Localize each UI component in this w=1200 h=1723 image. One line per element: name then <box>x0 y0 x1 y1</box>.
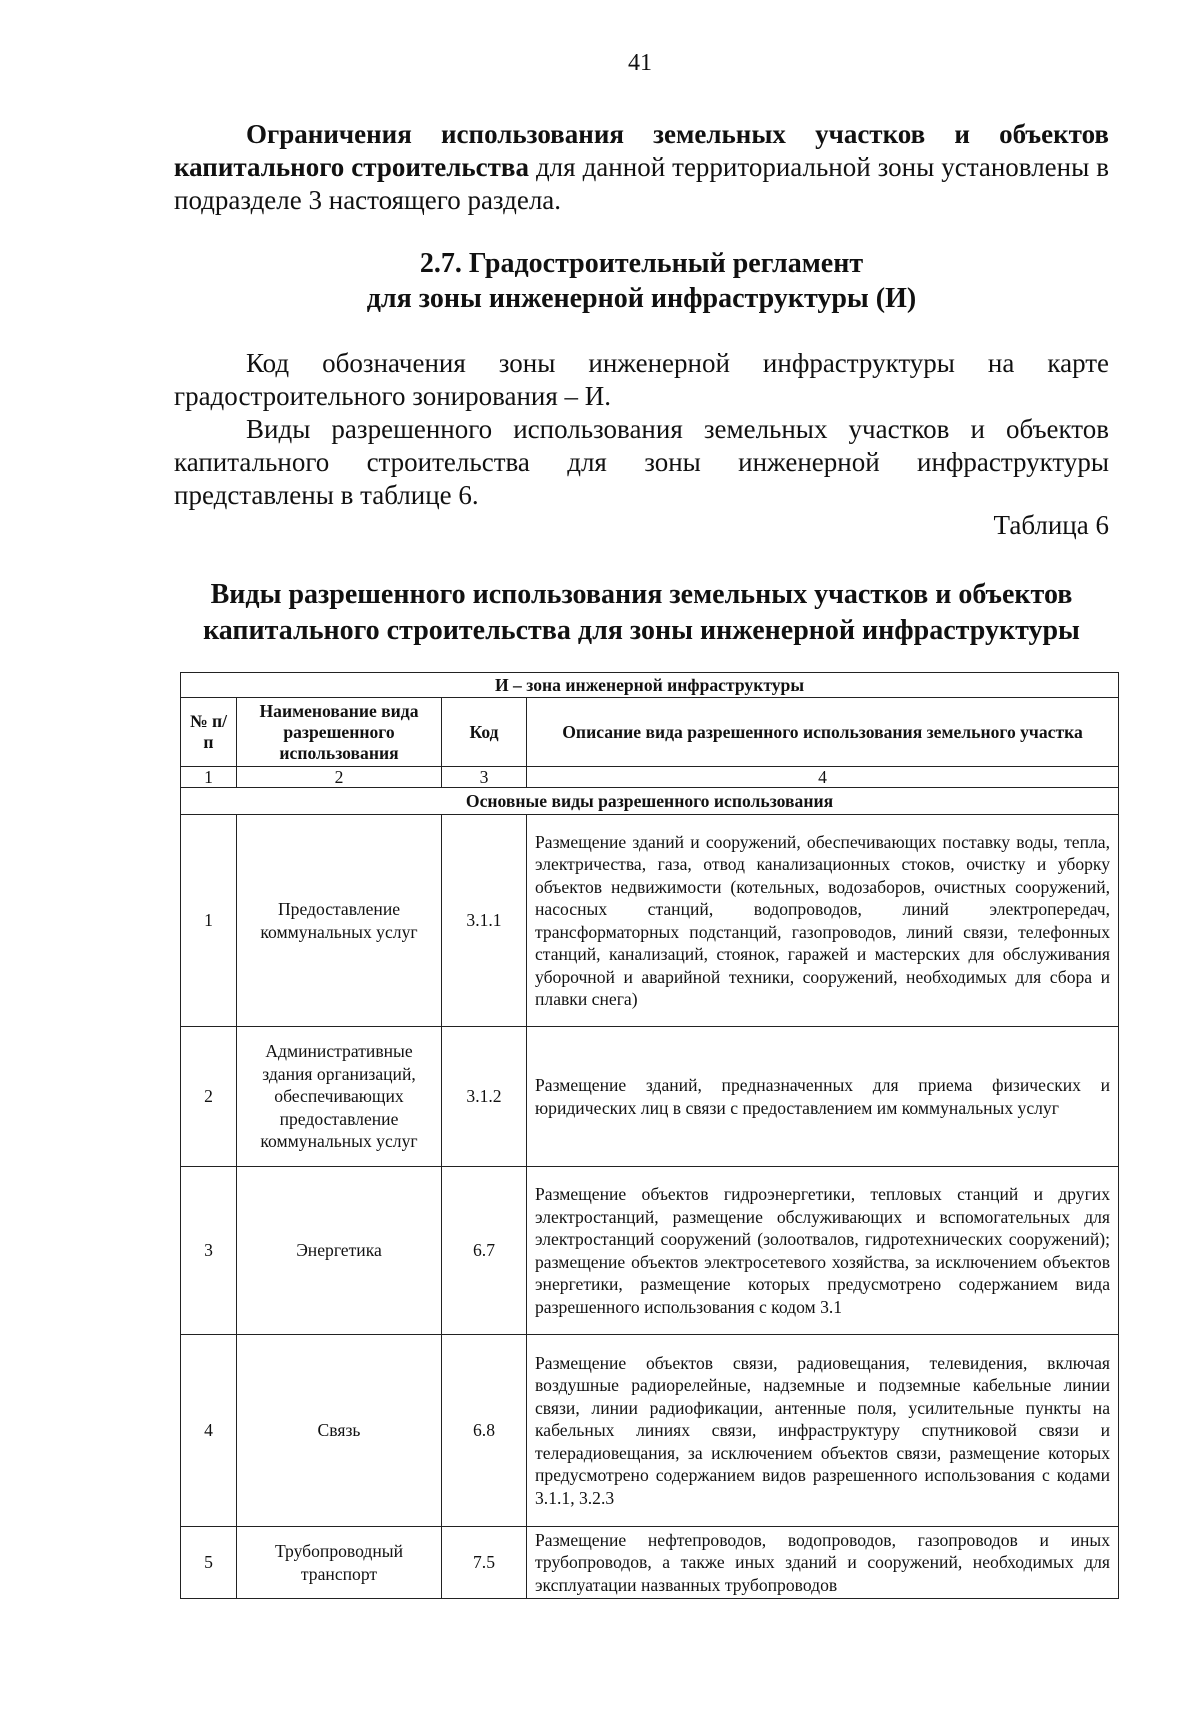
group-header-row <box>181 788 1119 815</box>
table-intro-paragraph: Виды разрешенного использования земельных участков и объектов капитального строительства для зоны инженерной инфраструктуры представлены в таблице 6. <box>174 414 1109 510</box>
group-header: Основные виды разрешенного использования <box>181 788 1119 815</box>
row-name: Энергетика <box>237 1167 442 1335</box>
row-desc: Размещение объектов связи, радиовещания, телевидения, включая воздушные радиорелейные, надземные и подземные кабельные линии связи, линии радиофикации, антенные поля, усилительные пункты на кабельных линиях связи, инфраструктуру спутниковой связи и телерадиовещания, за исключением объектов связи, размещение которых предусмотрено содержанием видов разрешенного использования с кодами 3.1.1, 3.2.3 <box>527 1335 1119 1527</box>
zone-code-paragraph: Код обозначения зоны инженерной инфраструктуры на карте градостроительного зонирования – И. <box>174 348 1109 411</box>
row-num: 2 <box>181 1027 237 1167</box>
col-index: 2 <box>237 767 442 788</box>
table-row <box>181 1167 1119 1335</box>
row-name: Связь <box>237 1335 442 1527</box>
section-title <box>174 246 1109 316</box>
zone-header-row <box>181 673 1119 698</box>
row-name: Предоставление коммунальных услуг <box>237 815 442 1027</box>
row-desc: Размещение объектов гидроэнергетики, тепловых станций и других электростанций, размещение обслуживающих и вспомогательных для электростанций сооружений (золоотвалов, гидротехнических сооружений); размещение объектов электросетевого хозяйства, за исключением объектов энергетики, размещение которых предусмотрено содержанием вида разрешенного использования с кодом 3.1 <box>527 1167 1119 1335</box>
row-desc: Размещение нефтепроводов, водопроводов, газопроводов и иных трубопроводов, а также иных зданий и сооружений, необходимых для эксплуатации названных трубопроводов <box>527 1527 1119 1599</box>
table-row <box>181 1027 1119 1167</box>
table-row <box>181 815 1119 1027</box>
row-name: Административные здания организаций, обеспечивающих предоставление коммунальных услуг <box>237 1027 442 1167</box>
row-code: 3.1.2 <box>442 1027 527 1167</box>
col-header-name: Наименование вида разрешенного использования <box>237 698 442 767</box>
intro-bold-lead: Ограничения использования земельных участков и объектов капитального строительства <box>174 119 1109 182</box>
table-title-line-2: капитального строительства для зоны инженерной инфраструктуры <box>203 615 1080 646</box>
col-header-desc: Описание вида разрешенного использования земельного участка <box>527 698 1119 767</box>
row-code: 7.5 <box>442 1527 527 1599</box>
col-header-num: № п/п <box>181 698 237 767</box>
row-code: 6.8 <box>442 1335 527 1527</box>
row-desc: Размещение зданий, предназначенных для приема физических и юридических лиц в связи с предоставлением им коммунальных услуг <box>527 1027 1119 1167</box>
row-desc: Размещение зданий и сооружений, обеспечивающих поставку воды, тепла, электричества, газа, отвод канализационных стоков, очистку и уборку объектов недвижимости (котельных, водозаборов, очистных сооружений, насосных станций, водопроводов, линий электропередач, трансформаторных подстанций, газопроводов, линий связи, телефонных станций, канализаций, стоянок, гаражей и мастерских для обслуживания уборочной и аварийной техники, сооружений, необходимых для сбора и плавки снега) <box>527 815 1119 1027</box>
row-code: 3.1.1 <box>442 815 527 1027</box>
row-num: 5 <box>181 1527 237 1599</box>
section-title-line-2: для зоны инженерной инфраструктуры (И) <box>366 283 917 314</box>
table-caption: Таблица 6 <box>993 510 1109 540</box>
row-num: 4 <box>181 1335 237 1527</box>
col-index: 1 <box>181 767 237 788</box>
intro-paragraph <box>174 118 1109 217</box>
row-code: 6.7 <box>442 1167 527 1335</box>
col-index: 4 <box>527 767 1119 788</box>
row-name: Трубопроводный транспорт <box>237 1527 442 1599</box>
zone-header: И – зона инженерной инфраструктуры <box>181 673 1119 698</box>
table-row <box>181 1527 1119 1599</box>
page-number: 41 <box>628 50 652 76</box>
row-num: 1 <box>181 815 237 1027</box>
table-title <box>174 577 1109 649</box>
table-row <box>181 1335 1119 1527</box>
land-use-table <box>180 672 1119 1599</box>
col-index: 3 <box>442 767 527 788</box>
col-header-code: Код <box>442 698 527 767</box>
row-num: 3 <box>181 1167 237 1335</box>
table-title-line-1: Виды разрешенного использования земельных участков и объектов <box>210 579 1073 610</box>
column-index-row <box>181 767 1119 788</box>
intro-rest: для данной территориальной зоны установлены в подразделе 3 настоящего раздела. <box>174 152 1109 215</box>
column-header-row <box>181 698 1119 767</box>
section-title-line-1: 2.7. Градостроительный регламент <box>419 248 864 279</box>
